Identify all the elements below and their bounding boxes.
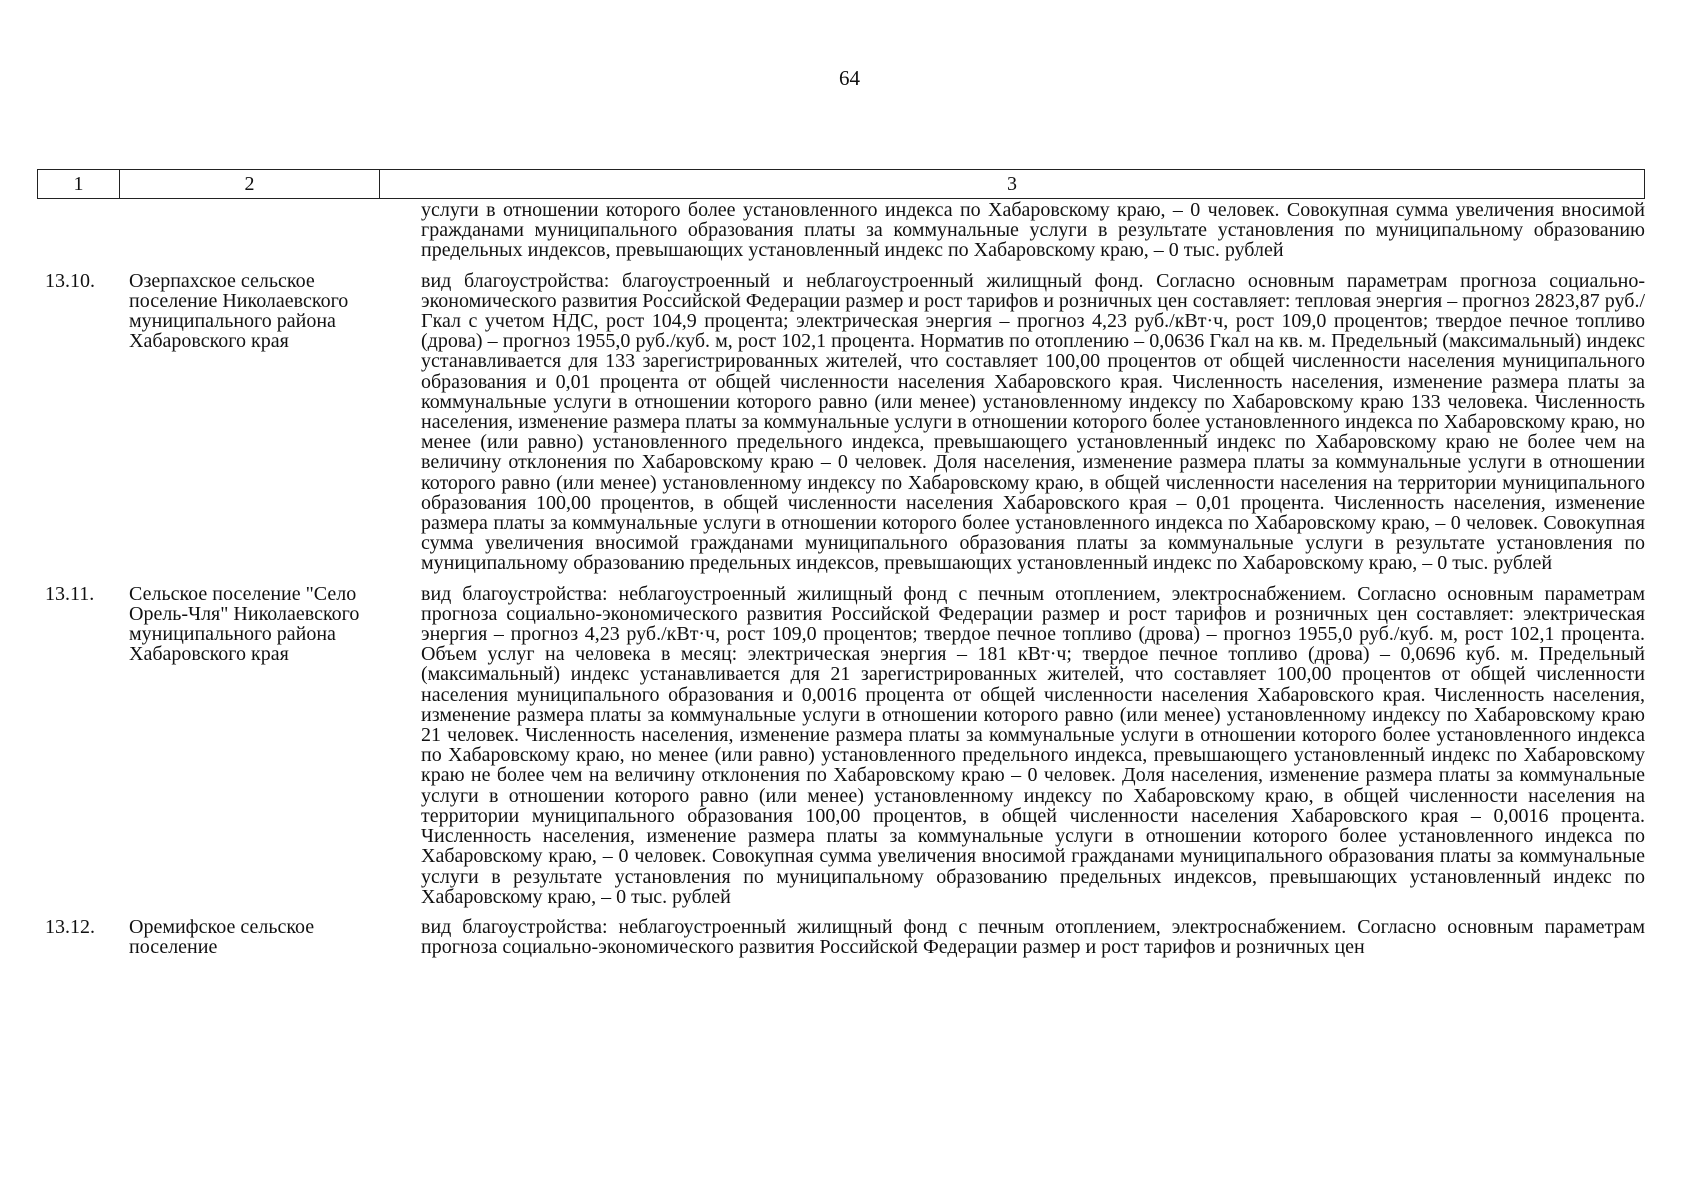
row-description: вид благоустройства: неблагоустроенный жилищный фонд с печным отоплением, электроснабжением. Согласно основным параметрам прогноза социально-экономического развития Российской Федерации размер и рост тарифов и розничных цен составляет: электрическая энергия – прогноз 4,23 руб./кВт·ч, рост 109,0 процентов; твердое печное топливо (дрова) – прогноз 1955,0 руб./куб. м, рост 102,1 процента. Объем услуг на человека в месяц: электрическая энергия – 181 кВт·ч; твердое печное топливо (дрова) – 0,0696 куб. м. Предельный (максимальный) индекс устанавливается для 21 зарегистрированных жителей, что составляет 100,00 процентов от общей численности населения муниципального образования и 0,0016 процента от общей численности населения Хабаровского края. Численность населения, изменение размера платы за коммунальные услуги в отношении которого равно (или менее) установленному индексу по Хабаровскому краю 21 человек. Численность населения, изменение размера платы за коммунальные услуги в отношении которого более установленного индекса по Хабаровскому краю, но менее (или равно) установленного предельного индекса, превышающего установленный индекс по Хабаровскому краю не более чем на величину отклонения по Хабаровскому краю – 0 человек. Доля населения, изменение размера платы за коммунальные услуги в отношении которого равно (или менее) установленному индексу по Хабаровскому краю, в общей численности населения на территории муниципального образования 100,00 процентов, в общей численности населения Хабаровского края – 0,0016 процента. Численность населения, изменение размера платы за коммунальные услуги в отношении которого более установленного индекса по Хабаровскому краю, – 0 человек. Совокупная сумма увеличения вносимой гражданами муниципального образования платы за коммунальные услуги в результате установления по муниципальному образованию предельных индексов, превышающих установленный индекс по Хабаровскому краю, – 0 тыс. рублей: [421, 582, 1645, 908]
table-row-13-11: [37, 584, 1645, 907]
row-number: 13.10.: [45, 269, 95, 292]
row-number: [37, 200, 119, 261]
row-number: 13.12.: [45, 915, 95, 938]
row-number: 13.11.: [45, 582, 95, 605]
table-header-row: [37, 169, 1645, 199]
settlement-name: Оремифское сельское поселение: [129, 915, 315, 958]
settlement-name: [119, 200, 379, 261]
row-description: услуги в отношении которого более установленного индекса по Хабаровскому краю, – 0 человек. Совокупная сумма увеличения вносимой гражданами муниципального образования платы за коммунальные услуги в результате установления по муниципальному образованию предельных индексов, превышающих установленный индекс по Хабаровскому краю, – 0 тыс. рублей: [421, 199, 1645, 262]
table-body: [37, 200, 1645, 957]
header-col-1: 1: [38, 170, 120, 198]
table-row-13-10: [37, 271, 1645, 574]
row-description: вид благоустройства: благоустроенный и неблагоустроенный жилищный фонд. Согласно основным параметрам прогноза социально-экономического развития Российской Федерации размер и рост тарифов и розничных цен составляет: тепловая энергия – прогноз 2823,87 руб./Гкал с учетом НДС, рост 104,9 процента; электрическая энергия – прогноз 4,23 руб./кВт·ч, рост 109,0 процентов; твердое печное топливо (дрова) – прогноз 1955,0 руб./куб. м, рост 102,1 процента. Норматив по отоплению – 0,0636 Гкал на кв. м. Предельный (максимальный) индекс устанавливается для 133 зарегистрированных жителей, что составляет 100,00 процентов от общей численности населения муниципального образования и 0,01 процента от общей численности населения Хабаровского края. Численность населения, изменение размера платы за коммунальные услуги в отношении которого равно (или менее) установленному индексу по Хабаровскому краю 133 человека. Численность населения, изменение размера платы за коммунальные услуги в отношении которого более установленного индекса по Хабаровскому краю, но менее (или равно) установленного предельного индекса, превышающего установленный индекс по Хабаровскому краю не более чем на величину отклонения по Хабаровскому краю – 0 человек. Доля населения, изменение размера платы за коммунальные услуги в отношении которого равно (или менее) установленному индексу по Хабаровскому краю, в общей численности населения на территории муниципального образования 100,00 процентов, в общей численности населения Хабаровского края – 0,01 процента. Численность населения, изменение размера платы за коммунальные услуги в отношении которого более установленного индекса по Хабаровскому краю, – 0 человек. Совокупная сумма увеличения вносимой гражданами муниципального образования платы за коммунальные услуги в результате установления по муниципальному образованию предельных индексов, превышающих установленный индекс по Хабаровскому краю, – 0 тыс. рублей: [421, 269, 1645, 575]
settlement-name: Сельское поселение "Село Орель-Чля" Николаевского муниципального района Хабаровского края: [129, 582, 360, 665]
page-number: 64: [839, 66, 860, 90]
header-col-2: 2: [120, 170, 380, 198]
table-row-13-12: [37, 917, 1645, 957]
table-row-continuation: [37, 200, 1645, 261]
settlement-name: Озерпахское сельское поселение Николаевского муниципального района Хабаровского края: [129, 269, 349, 352]
header-col-3: 3: [1007, 172, 1017, 195]
row-description: вид благоустройства: неблагоустроенный жилищный фонд с печным отоплением, электроснабжением. Согласно основным параметрам прогноза социально-экономического развития Российской Федерации размер и рост тарифов и розничных цен: [421, 915, 1645, 959]
